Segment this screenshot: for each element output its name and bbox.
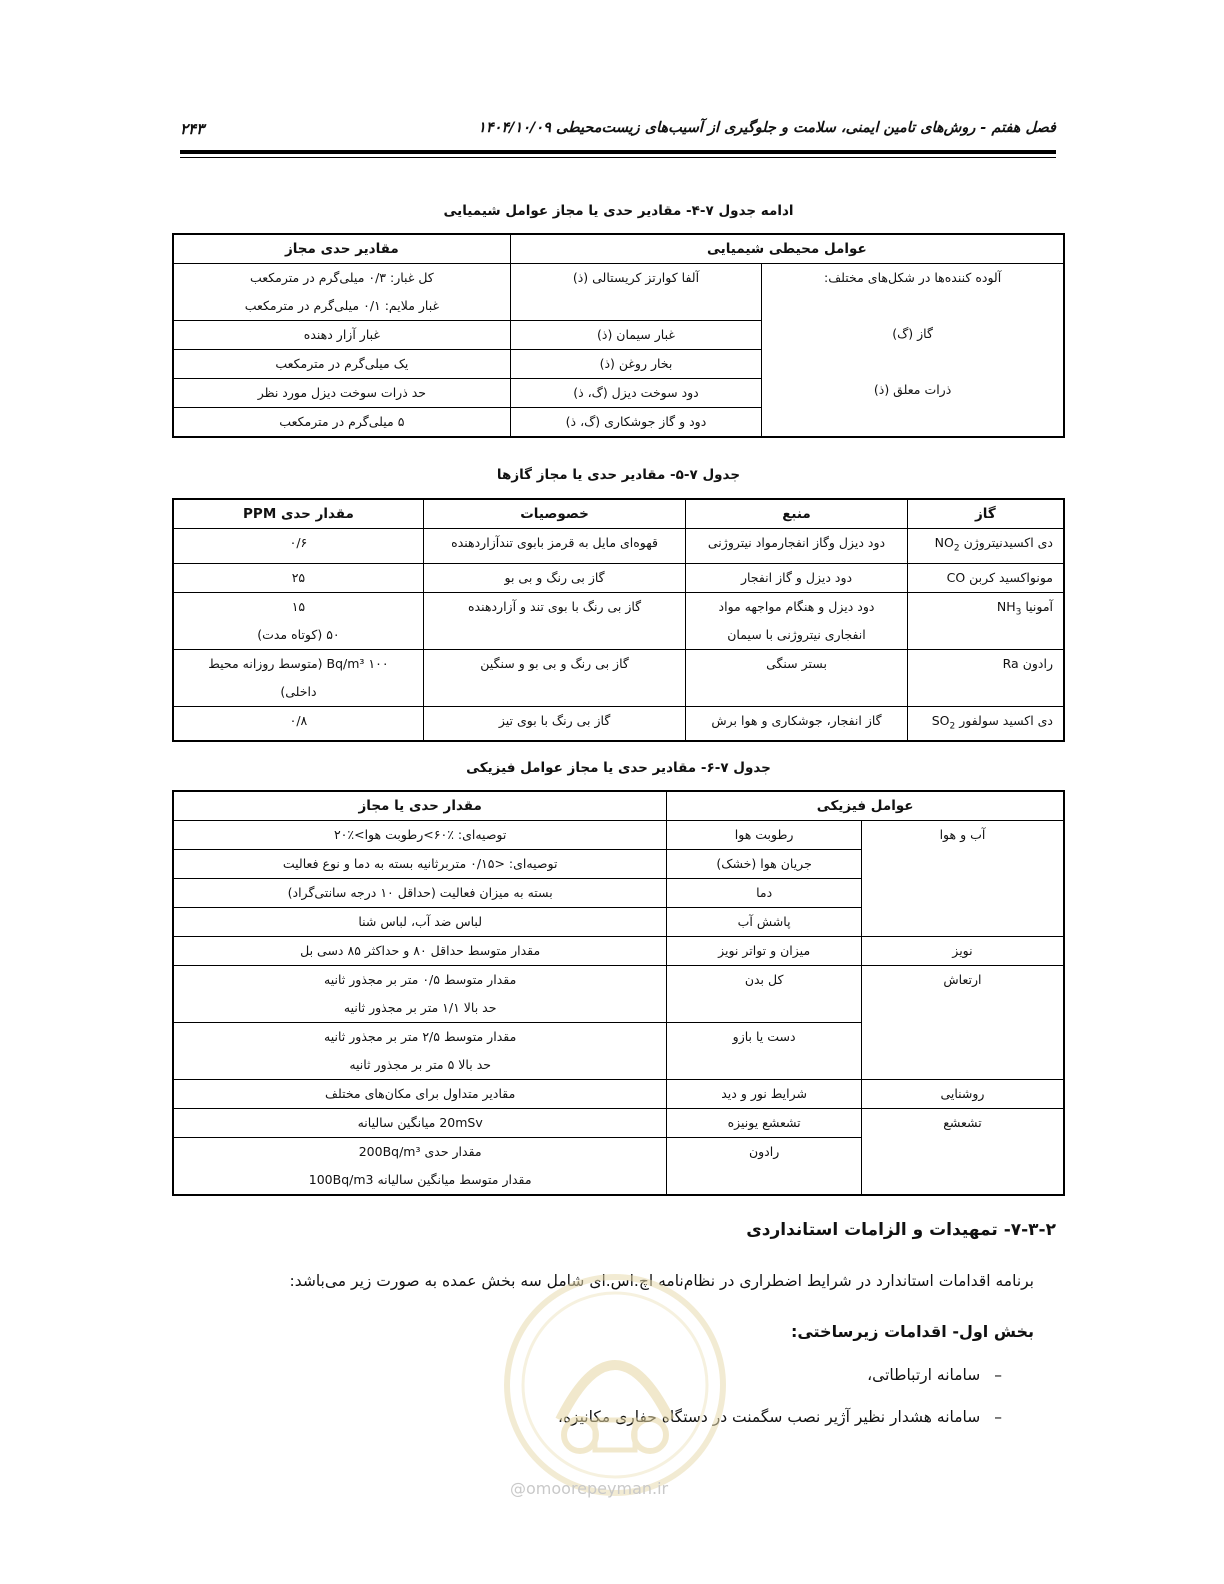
dash-bullet: – (994, 1408, 1002, 1426)
gas-name: آمونیا (1025, 598, 1053, 614)
table-row (173, 706, 1064, 741)
table5-source: گاز انفجار، جوشکاری و هوا برش (686, 706, 907, 741)
table5-header-limit: مقدار حدی PPM (173, 499, 423, 529)
table6-group: نویز (861, 937, 1064, 966)
list-item-text: سامانه ارتباطاتی، (867, 1366, 981, 1384)
table6-factor: میزان و تواتر نویز (667, 937, 862, 966)
table5-limit: ۰/۸ (173, 706, 423, 741)
table5-source: بستر سنگی (686, 649, 907, 706)
table4-agent: بخار روغن (ذ) (510, 350, 761, 379)
watermark-text: @omoorepeyman.ir (510, 1479, 669, 1498)
table6-group: ارتعاش (861, 966, 1064, 1080)
page-number: ۲۴۳ (180, 120, 205, 138)
source-line: دود دیزل و هنگام مواجهه مواد (718, 598, 875, 614)
table4-limit (173, 264, 510, 321)
table-row (173, 1109, 1064, 1138)
table4-agent: غبار سیمان (ذ) (510, 321, 761, 350)
dash-bullet: – (994, 1366, 1002, 1384)
table6-factor: شرایط نور و دید (667, 1080, 862, 1109)
table6-limit: لباس ضد آب، لباس شنا (173, 908, 667, 937)
running-header (180, 120, 1056, 160)
limit-line: حد بالا ۵ متر بر مجذور ثانیه (349, 1057, 491, 1072)
table-row (173, 649, 1064, 706)
table4-group-label: آلوده کننده‌ها در شکل‌های مختلف: (823, 270, 1002, 285)
limit-line: مقدار متوسط ۲/۵ متر بر مجذور ثانیه (324, 1029, 517, 1044)
table4-header-row (173, 234, 1064, 264)
table-row (173, 937, 1064, 966)
gas-formula: CO (946, 569, 966, 585)
table4-caption: ادامه جدول ۷-۴- مقادیر حدی یا مجاز عوامل شیمیایی (443, 203, 794, 219)
table4-agent: دود و گاز جوشکاری (گ، ذ) (510, 408, 761, 438)
list-item-text: سامانه هشدار نظیر آژیر نصب سگمنت در دستگاه حفاری مکانیزه، (557, 1408, 981, 1426)
limit-line: حد بالا ۱/۱ متر بر مجذور ثانیه (343, 1000, 497, 1015)
source-line: انفجاری نیتروژنی با سیمان (727, 626, 866, 642)
table6-caption: جدول ۷-۶- مقادیر حدی یا مجاز عوامل فیزیکی (466, 760, 771, 776)
table4-header-agents: عوامل محیطی شیمیایی (510, 234, 1064, 264)
table-row (173, 1080, 1064, 1109)
table5-header-props: خصوصیات (423, 499, 685, 529)
limit-line: داخلی) (280, 683, 317, 699)
section-heading: ۷-۳-۲- تمهیدات و الزامات استانداردی (746, 1220, 1056, 1240)
section-paragraph: برنامه اقدامات استاندارد در شرایط اضطراری در نظام‌نامه اچ.اس.ای شامل سه بخش عمده به صورت زیر می‌باشد: (289, 1272, 1034, 1290)
table4-limit: یک میلی‌گرم در مترمکعب (173, 350, 510, 379)
table5-header-gas: گاز (907, 499, 1064, 529)
limit-line: مقدار حدی 200Bq/m³ (358, 1144, 482, 1159)
table5-header-row (173, 499, 1064, 529)
table5-source: دود دیزل و گاز انفجار (686, 563, 907, 592)
table6-header-limits: مقدار حدی یا مجاز (173, 791, 667, 821)
table4-limit-line: کل غبار: ۰/۳ میلی‌گرم در مترمکعب (249, 270, 434, 285)
table4-header-limits: مقادیر حدی مجاز (173, 234, 510, 264)
table4-limit: ۵ میلی‌گرم در مترمکعب (173, 408, 510, 438)
table6-factor: رطوبت هوا (667, 821, 862, 850)
limit-line: ۵۰ (کوتاه مدت) (257, 626, 340, 642)
header-rule-thick (180, 150, 1056, 154)
table5-gas (907, 529, 1064, 564)
header-rule-thin (180, 157, 1056, 158)
gas-formula: NH (996, 598, 1016, 614)
table6-factor: کل بدن (667, 966, 862, 1023)
gas-name: مونواکسید کربن (969, 569, 1053, 585)
table-row (173, 966, 1064, 1023)
table6-group: روشنایی (861, 1080, 1064, 1109)
table4-agent: آلفا کوارتز کریستالی (ذ) (510, 264, 761, 321)
table5-source (686, 592, 907, 649)
table5-props: گاز بی رنگ و بی بو و سنگین (423, 649, 685, 706)
publisher-stamp-logo (500, 1270, 730, 1500)
gas-limits-table (172, 498, 1065, 742)
gas-name: دی اکسید سولفور (959, 712, 1053, 728)
table6-group: تشعشع (861, 1109, 1064, 1196)
table5-limit (173, 649, 423, 706)
table6-factor: رادون (667, 1138, 862, 1196)
table6-limit: توصیه‌ای: <۰/۱۵ متربرثانیه بسته به دما و نوع فعالیت (173, 850, 667, 879)
table5-gas (907, 563, 1064, 592)
table6-factor: دما (667, 879, 862, 908)
table6-limit (173, 1138, 667, 1196)
table6-factor: تشعشع یونیزه (667, 1109, 862, 1138)
table6-header-row (173, 791, 1064, 821)
table6-limit: بسته به میزان فعالیت (حداقل ۱۰ درجه سانتی‌گراد) (173, 879, 667, 908)
table6-group: آب و هوا (861, 821, 1064, 937)
gas-formula: Ra (1002, 655, 1019, 671)
table5-props: گاز بی رنگ و بی بو (423, 563, 685, 592)
table5-props: قهوه‌ای مایل به قرمز بابوی تندآزاردهنده (423, 529, 685, 564)
limit-line: مقدار متوسط میانگین سالیانه 100Bq/m3 (308, 1172, 532, 1187)
table5-props: گاز بی رنگ با بوی تیز (423, 706, 685, 741)
section-subheading: بخش اول- اقدامات زیرساختی: (790, 1322, 1034, 1341)
table5-limit: ۲۵ (173, 563, 423, 592)
table4-group-cell (762, 264, 1064, 438)
gas-formula-sub: 3 (1015, 607, 1022, 617)
table-row (173, 563, 1064, 592)
gas-formula-sub: 2 (949, 721, 956, 731)
table6-limit: مقدار متوسط حداقل ۸۰ و حداکثر ۸۵ دسی بل (173, 937, 667, 966)
table6-limit: توصیه‌ای: ٪۶۰>رطوبت هوا>٪۲۰ (173, 821, 667, 850)
table6-header-factors: عوامل فیزیکی (667, 791, 1064, 821)
gas-name: دی اکسیدنیتروژن (963, 535, 1053, 550)
physical-limits-table (172, 790, 1065, 1196)
table4-limit: غبار آزار دهنده (173, 321, 510, 350)
limit-line: مقدار متوسط ۰/۵ متر بر مجذور ثانیه (324, 972, 517, 987)
table5-gas (907, 649, 1064, 706)
running-header-title: فصل هفتم - روش‌های تامین ایمنی، سلامت و جلوگیری از آسیب‌های زیست‌محیطی ۱۴۰۴/۱۰/۰۹ (478, 120, 1056, 136)
table-row (173, 264, 1064, 321)
table-row (173, 592, 1064, 649)
table5-caption: جدول ۷-۵- مقادیر حدی یا مجاز گازها (496, 467, 741, 483)
table6-factor: دست یا بازو (667, 1023, 862, 1080)
gas-name: رادون (1022, 655, 1053, 671)
limit-line: ۱۵ (291, 598, 306, 614)
table5-source: دود دیزل وگاز انفجارمواد نیتروژنی (686, 529, 907, 564)
table4-limit: حد ذرات سوخت دیزل مورد نظر (173, 379, 510, 408)
table4-group-particles: ذرات معلق (ذ) (873, 382, 952, 397)
table6-factor: پاشش آب (667, 908, 862, 937)
table4-limit-line: غبار ملایم: ۰/۱ میلی‌گرم در مترمکعب (244, 298, 440, 313)
gas-formula: NO (934, 535, 954, 550)
table5-gas (907, 706, 1064, 741)
gas-formula-sub: 2 (953, 543, 960, 554)
table4-group-gas: گاز (گ) (892, 326, 933, 341)
table5-gas (907, 592, 1064, 649)
table-row (173, 821, 1064, 850)
table5-limit (173, 592, 423, 649)
table6-limit: 20mSv میانگین سالیانه (173, 1109, 667, 1138)
table6-limit: مقادیر متداول برای مکان‌های مختلف (173, 1080, 667, 1109)
table6-limit (173, 966, 667, 1023)
chemical-limits-table (172, 233, 1065, 438)
table5-limit: ۰/۶ (173, 529, 423, 564)
table4-agent: دود سوخت دیزل (گ، ذ) (510, 379, 761, 408)
list-item (867, 1366, 1002, 1384)
table-row (173, 529, 1064, 564)
gas-formula: SO (931, 712, 950, 728)
table6-factor: جریان هوا (خشک) (667, 850, 862, 879)
table6-limit (173, 1023, 667, 1080)
limit-line: ۱۰۰ Bq/m³ (متوسط روزانه محیط (208, 655, 389, 671)
table5-header-source: منبع (686, 499, 907, 529)
table5-props: گاز بی رنگ با بوی تند و آزاردهنده (423, 592, 685, 649)
